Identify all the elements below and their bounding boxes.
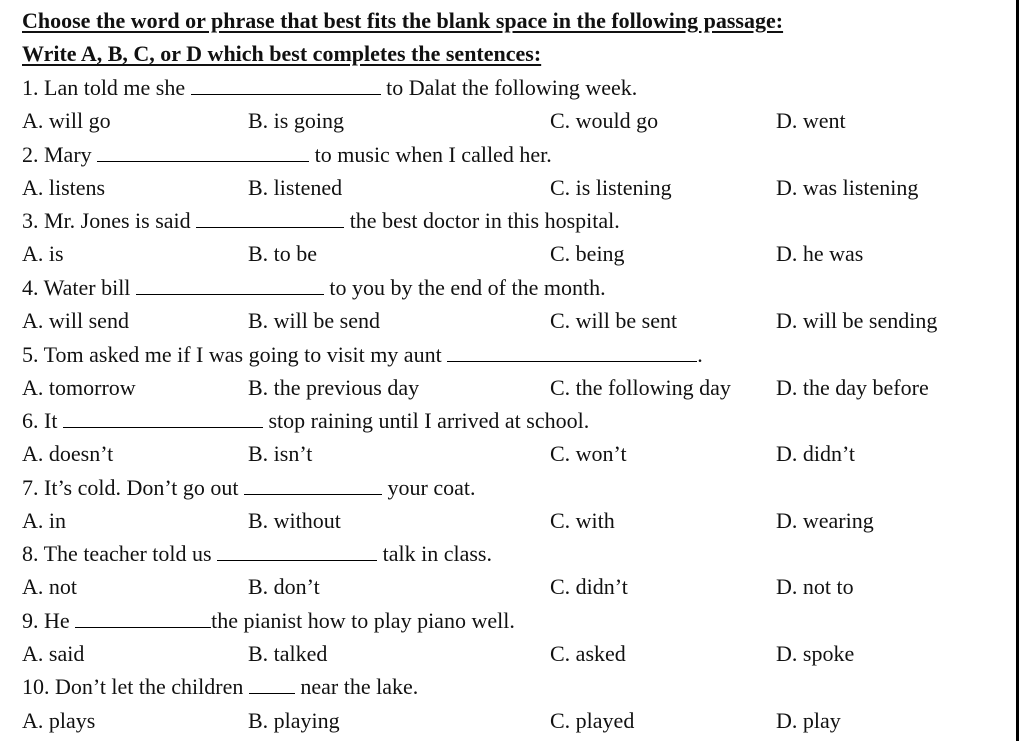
option-a: A. doesn’t (22, 441, 114, 466)
page-edge-divider (1016, 0, 1019, 741)
option-c: C. is listening (550, 175, 672, 200)
options-1 (22, 104, 1002, 137)
options-3 (22, 237, 1002, 270)
question-text-before: It (44, 408, 58, 433)
question-3 (22, 204, 620, 237)
option-a: A. is (22, 241, 64, 266)
question-text-before: Lan told me she (44, 75, 186, 100)
question-number: 7. (22, 475, 39, 500)
option-a: A. will go (22, 108, 111, 133)
option-b: B. to be (248, 241, 318, 266)
option-d: D. not to (776, 574, 854, 599)
question-6 (22, 404, 589, 437)
question-text-after: to you by the end of the month. (329, 275, 606, 300)
option-d: D. went (776, 108, 846, 133)
question-number: 9. (22, 608, 39, 633)
option-c: C. being (550, 241, 625, 266)
options-5 (22, 371, 1002, 404)
question-text-after: talk in class. (382, 541, 492, 566)
question-number: 6. (22, 408, 39, 433)
option-b: B. without (248, 508, 341, 533)
question-text-after: the pianist how to play piano well. (211, 608, 515, 633)
question-10 (22, 670, 418, 703)
option-c: C. asked (550, 641, 626, 666)
question-text-before: He (44, 608, 70, 633)
question-text-before: Tom asked me if I was going to visit my aunt (43, 342, 442, 367)
option-a: A. not (22, 574, 77, 599)
question-4 (22, 271, 606, 304)
question-text-after: stop raining until I arrived at school. (268, 408, 590, 433)
answer-blank (136, 272, 324, 295)
options-6 (22, 437, 1002, 470)
option-c: C. the following day (550, 375, 731, 400)
answer-blank (249, 671, 295, 694)
option-c: C. would go (550, 108, 659, 133)
question-number: 1. (22, 75, 39, 100)
option-d: D. the day before (776, 375, 929, 400)
question-number: 5. (22, 342, 39, 367)
option-d: D. he was (776, 241, 864, 266)
option-d: D. play (776, 708, 841, 733)
question-text-after: to Dalat the following week. (386, 75, 638, 100)
option-d: D. wearing (776, 508, 874, 533)
answer-blank (196, 205, 344, 228)
question-number: 10. (22, 674, 50, 699)
options-9 (22, 637, 1002, 670)
options-2 (22, 171, 1002, 204)
answer-blank (63, 405, 263, 428)
option-d: D. didn’t (776, 441, 856, 466)
question-text-before: Mary (44, 142, 92, 167)
option-c: C. with (550, 508, 615, 533)
option-a: A. said (22, 641, 85, 666)
option-c: C. didn’t (550, 574, 628, 599)
option-b: B. isn’t (248, 441, 313, 466)
option-a: A. will send (22, 308, 129, 333)
option-b: B. will be send (248, 308, 380, 333)
question-text-before: It’s cold. Don’t go out (44, 475, 239, 500)
question-number: 4. (22, 275, 39, 300)
question-number: 8. (22, 541, 39, 566)
option-a: A. listens (22, 175, 106, 200)
question-9 (22, 604, 515, 637)
options-10 (22, 704, 1002, 737)
instruction-line-1: Choose the word or phrase that best fits the blank space in the following passage: (22, 8, 784, 33)
question-text-before: Mr. Jones is said (44, 208, 191, 233)
option-b: B. the previous day (248, 375, 420, 400)
answer-blank (217, 538, 377, 561)
answer-blank (244, 472, 382, 495)
answer-blank (191, 72, 381, 95)
option-b: B. talked (248, 641, 328, 666)
option-a: A. in (22, 508, 66, 533)
option-c: C. won’t (550, 441, 627, 466)
question-text-before: Water bill (43, 275, 131, 300)
question-7 (22, 471, 476, 504)
question-text-after: your coat. (387, 475, 476, 500)
options-7 (22, 504, 1002, 537)
question-text-after: the best doctor in this hospital. (349, 208, 620, 233)
option-a: A. tomorrow (22, 375, 136, 400)
answer-blank (447, 339, 697, 362)
question-text-before: Don’t let the children (55, 674, 244, 699)
option-d: D. spoke (776, 641, 855, 666)
question-text-after: near the lake. (300, 674, 419, 699)
answer-blank (75, 605, 211, 628)
question-5 (22, 338, 703, 371)
question-number: 2. (22, 142, 39, 167)
option-d: D. was listening (776, 175, 919, 200)
instruction-line-2: Write A, B, C, or D which best completes the sentences: (22, 41, 542, 66)
question-8 (22, 537, 492, 570)
question-text-before: The teacher told us (43, 541, 212, 566)
option-b: B. is going (248, 108, 344, 133)
option-c: C. will be sent (550, 308, 678, 333)
option-b: B. listened (248, 175, 343, 200)
option-a: A. plays (22, 708, 96, 733)
options-8 (22, 570, 1002, 603)
option-c: C. played (550, 708, 635, 733)
answer-blank (97, 139, 309, 162)
options-4 (22, 304, 1002, 337)
option-d: D. will be sending (776, 308, 938, 333)
option-b: B. don’t (248, 574, 320, 599)
question-2 (22, 138, 552, 171)
question-text-after: to music when I called her. (314, 142, 552, 167)
question-number: 3. (22, 208, 39, 233)
question-text-after: . (697, 342, 703, 367)
option-b: B. playing (248, 708, 340, 733)
question-1 (22, 71, 637, 104)
